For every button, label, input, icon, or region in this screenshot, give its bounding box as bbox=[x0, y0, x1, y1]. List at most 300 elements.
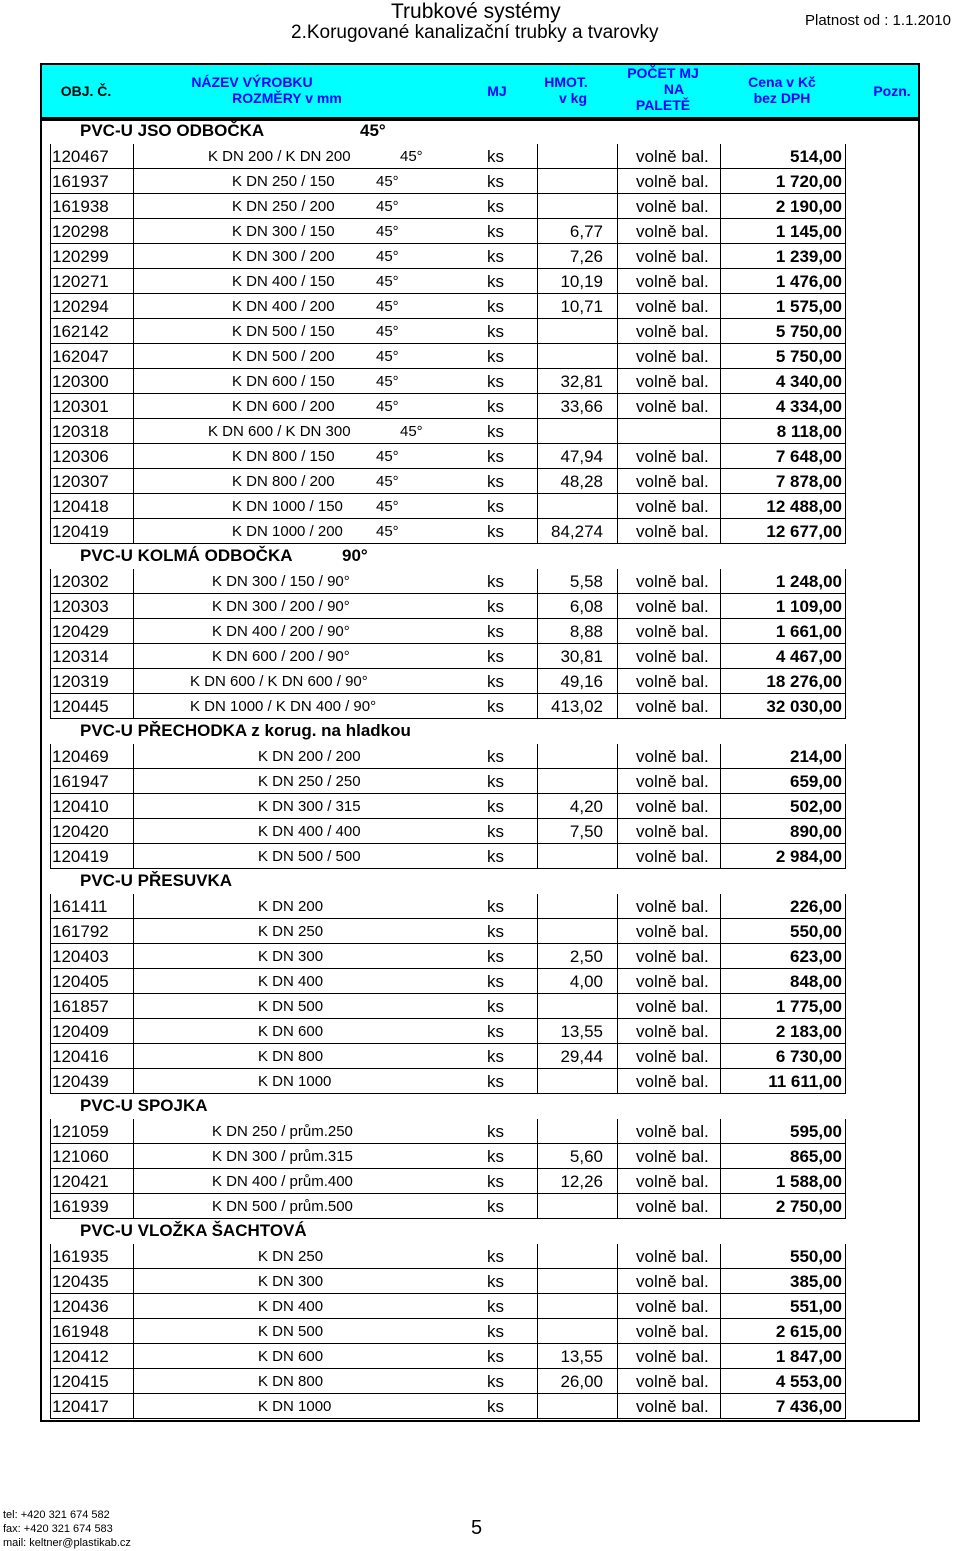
cell-divider bbox=[537, 744, 538, 769]
cell-divider bbox=[133, 744, 134, 769]
cell-weight: 7,26 bbox=[569, 247, 603, 266]
cell-code: 161411 bbox=[52, 897, 108, 916]
cell-code: 120416 bbox=[52, 1047, 109, 1066]
cell-divider bbox=[845, 369, 846, 394]
cell-divider bbox=[133, 919, 134, 944]
cell-divider bbox=[845, 1344, 846, 1369]
section-header bbox=[40, 119, 920, 144]
cell-divider bbox=[50, 144, 51, 169]
table-row bbox=[40, 394, 920, 419]
cell-divider bbox=[537, 594, 538, 619]
cell-mj: ks bbox=[487, 897, 504, 916]
cell-divider bbox=[720, 1344, 721, 1369]
cell-divider bbox=[537, 1169, 538, 1194]
table-row bbox=[40, 819, 920, 844]
cell-mj: ks bbox=[487, 422, 504, 441]
cell-weight: 413,02 bbox=[551, 697, 603, 716]
cell-angle: 45° bbox=[376, 248, 399, 265]
cell-divider bbox=[133, 1394, 134, 1419]
cell-divider bbox=[845, 844, 846, 869]
cell-angle: 45° bbox=[376, 498, 399, 515]
cell-pallet: volně bal. bbox=[636, 347, 709, 366]
cell-divider bbox=[537, 294, 538, 319]
cell-divider bbox=[617, 1144, 618, 1169]
cell-divider bbox=[720, 769, 721, 794]
table-row bbox=[40, 344, 920, 369]
cell-name: K DN 400 / 200 / 90° bbox=[212, 623, 350, 640]
cell-price: 2 984,00 bbox=[775, 847, 842, 866]
cell-divider bbox=[133, 1344, 134, 1369]
table-row bbox=[40, 494, 920, 519]
cell-divider bbox=[720, 969, 721, 994]
cell-divider bbox=[133, 319, 134, 344]
cell-divider bbox=[50, 269, 51, 294]
cell-divider bbox=[537, 1394, 538, 1419]
cell-weight: 48,28 bbox=[560, 472, 603, 491]
table-row bbox=[40, 219, 920, 244]
cell-divider bbox=[617, 394, 618, 419]
cell-weight: 33,66 bbox=[560, 397, 603, 416]
cell-price: 11 611,00 bbox=[768, 1072, 842, 1091]
cell-divider bbox=[50, 1144, 51, 1169]
cell-divider bbox=[720, 1069, 721, 1094]
table-row bbox=[40, 294, 920, 319]
table-row bbox=[40, 1344, 920, 1369]
cell-name: K DN 1000 / 150 bbox=[232, 498, 343, 515]
section-title: PVC-U PŘESUVKA bbox=[80, 871, 233, 890]
cell-mj: ks bbox=[487, 472, 504, 491]
col-weight-line2: v kg bbox=[558, 90, 587, 106]
cell-divider bbox=[845, 194, 846, 219]
cell-mj: ks bbox=[487, 847, 504, 866]
cell-price: 848,00 bbox=[790, 972, 842, 991]
cell-pallet: volně bal. bbox=[636, 522, 709, 541]
cell-pallet: volně bal. bbox=[636, 622, 709, 641]
cell-divider bbox=[845, 794, 846, 819]
cell-divider bbox=[720, 669, 721, 694]
cell-divider bbox=[133, 1194, 134, 1219]
cell-divider bbox=[720, 469, 721, 494]
cell-divider bbox=[50, 1319, 51, 1344]
cell-divider bbox=[537, 1369, 538, 1394]
cell-weight: 26,00 bbox=[560, 1372, 603, 1391]
cell-divider bbox=[537, 344, 538, 369]
cell-mj: ks bbox=[487, 622, 504, 641]
contact-footer bbox=[3, 1508, 131, 1550]
cell-divider bbox=[845, 619, 846, 644]
cell-code: 120412 bbox=[52, 1347, 109, 1366]
cell-divider bbox=[845, 644, 846, 669]
cell-pallet: volně bal. bbox=[636, 1147, 709, 1166]
cell-weight: 6,77 bbox=[569, 222, 603, 241]
table-row bbox=[40, 469, 920, 494]
cell-price: 12 488,00 bbox=[766, 497, 842, 516]
section-header bbox=[40, 544, 920, 569]
cell-divider bbox=[720, 1144, 721, 1169]
cell-angle: 45° bbox=[376, 448, 399, 465]
cell-mj: ks bbox=[487, 1197, 504, 1216]
cell-divider bbox=[720, 269, 721, 294]
cell-divider bbox=[133, 294, 134, 319]
cell-divider bbox=[845, 694, 846, 719]
cell-code: 120419 bbox=[52, 847, 109, 866]
cell-divider bbox=[617, 1294, 618, 1319]
cell-divider bbox=[617, 1044, 618, 1069]
cell-name: K DN 250 / 200 bbox=[232, 198, 335, 215]
cell-price: 1 476,00 bbox=[775, 272, 842, 291]
col-price bbox=[732, 74, 832, 106]
cell-divider bbox=[617, 219, 618, 244]
cell-code: 120403 bbox=[52, 947, 109, 966]
cell-mj: ks bbox=[487, 397, 504, 416]
cell-divider bbox=[133, 894, 134, 919]
cell-divider bbox=[537, 1069, 538, 1094]
cell-name: K DN 400 / 400 bbox=[258, 823, 361, 840]
cell-pallet: volně bal. bbox=[636, 1197, 709, 1216]
table-row bbox=[40, 944, 920, 969]
cell-divider bbox=[50, 844, 51, 869]
cell-pallet: volně bal. bbox=[636, 272, 709, 291]
cell-pallet: volně bal. bbox=[636, 947, 709, 966]
cell-pallet: volně bal. bbox=[636, 222, 709, 241]
cell-divider bbox=[537, 894, 538, 919]
cell-divider bbox=[537, 169, 538, 194]
cell-name: K DN 800 / 200 bbox=[232, 473, 335, 490]
cell-divider bbox=[537, 244, 538, 269]
cell-divider bbox=[537, 469, 538, 494]
cell-divider bbox=[133, 169, 134, 194]
cell-divider bbox=[133, 769, 134, 794]
cell-code: 120319 bbox=[52, 672, 109, 691]
cell-code: 120318 bbox=[52, 422, 109, 441]
cell-divider bbox=[720, 919, 721, 944]
cell-price: 12 677,00 bbox=[766, 522, 842, 541]
cell-divider bbox=[50, 594, 51, 619]
cell-divider bbox=[50, 394, 51, 419]
cell-divider bbox=[50, 894, 51, 919]
cell-divider bbox=[720, 844, 721, 869]
cell-divider bbox=[133, 619, 134, 644]
cell-divider bbox=[133, 219, 134, 244]
col-price-line1: Cena v Kč bbox=[748, 74, 816, 90]
col-weight-line1: HMOT. bbox=[544, 74, 588, 90]
cell-mj: ks bbox=[487, 1272, 504, 1291]
cell-divider bbox=[845, 1044, 846, 1069]
footer-tel: tel: +420 321 674 582 bbox=[3, 1509, 110, 1521]
cell-price: 550,00 bbox=[790, 1247, 842, 1266]
cell-divider bbox=[50, 294, 51, 319]
cell-divider bbox=[720, 594, 721, 619]
section-title: PVC-U PŘECHODKA z korug. na hladkou bbox=[80, 721, 411, 740]
cell-divider bbox=[720, 994, 721, 1019]
cell-weight: 2,50 bbox=[569, 947, 603, 966]
cell-price: 2 190,00 bbox=[775, 197, 842, 216]
cell-divider bbox=[537, 1244, 538, 1269]
row-divider bbox=[50, 1418, 845, 1419]
cell-pallet: volně bal. bbox=[636, 647, 709, 666]
cell-divider bbox=[617, 319, 618, 344]
cell-divider bbox=[617, 644, 618, 669]
cell-divider bbox=[133, 1119, 134, 1144]
cell-divider bbox=[537, 1269, 538, 1294]
cell-divider bbox=[537, 969, 538, 994]
cell-weight: 13,55 bbox=[560, 1022, 603, 1041]
cell-divider bbox=[617, 1244, 618, 1269]
cell-mj: ks bbox=[487, 1297, 504, 1316]
cell-divider bbox=[537, 619, 538, 644]
cell-code: 120302 bbox=[52, 572, 109, 591]
cell-divider bbox=[617, 1169, 618, 1194]
cell-code: 120417 bbox=[52, 1397, 109, 1416]
cell-name: K DN 300 bbox=[258, 948, 324, 965]
cell-weight: 13,55 bbox=[560, 1347, 603, 1366]
cell-name: K DN 300 / 315 bbox=[258, 798, 361, 815]
cell-code: 161947 bbox=[52, 772, 109, 791]
cell-mj: ks bbox=[487, 1322, 504, 1341]
table-row bbox=[40, 1069, 920, 1094]
cell-mj: ks bbox=[487, 822, 504, 841]
cell-mj: ks bbox=[487, 347, 504, 366]
cell-code: 120294 bbox=[52, 297, 109, 316]
cell-code: 120467 bbox=[52, 147, 109, 166]
section-header bbox=[40, 1094, 920, 1119]
cell-divider bbox=[720, 519, 721, 544]
cell-angle: 45° bbox=[376, 523, 399, 540]
cell-weight: 12,26 bbox=[560, 1172, 603, 1191]
cell-divider bbox=[720, 1269, 721, 1294]
cell-name: K DN 600 bbox=[258, 1348, 324, 1365]
cell-divider bbox=[133, 969, 134, 994]
cell-divider bbox=[617, 619, 618, 644]
cell-pallet: volně bal. bbox=[636, 172, 709, 191]
cell-mj: ks bbox=[487, 672, 504, 691]
cell-price: 1 575,00 bbox=[775, 297, 842, 316]
cell-name: K DN 800 / 150 bbox=[232, 448, 335, 465]
section-angle: 45° bbox=[360, 121, 386, 140]
cell-divider bbox=[537, 444, 538, 469]
cell-mj: ks bbox=[487, 597, 504, 616]
cell-mj: ks bbox=[487, 1347, 504, 1366]
cell-divider bbox=[537, 769, 538, 794]
cell-name: K DN 800 bbox=[258, 1373, 324, 1390]
footer-mail: mail: keltner@plastikab.cz bbox=[3, 1537, 131, 1549]
cell-weight: 29,44 bbox=[560, 1047, 603, 1066]
document-title: Trubkové systémy bbox=[391, 0, 561, 23]
cell-divider bbox=[50, 1294, 51, 1319]
cell-pallet: volně bal. bbox=[636, 972, 709, 991]
cell-divider bbox=[720, 644, 721, 669]
table-row bbox=[40, 144, 920, 169]
cell-divider bbox=[617, 944, 618, 969]
cell-divider bbox=[617, 169, 618, 194]
col-mj: MJ bbox=[487, 83, 507, 99]
cell-divider bbox=[720, 819, 721, 844]
cell-pallet: volně bal. bbox=[636, 572, 709, 591]
cell-code: 120429 bbox=[52, 622, 109, 641]
cell-code: 120410 bbox=[52, 797, 109, 816]
cell-divider bbox=[133, 394, 134, 419]
cell-divider bbox=[133, 644, 134, 669]
cell-name: K DN 600 / K DN 600 / 90° bbox=[190, 673, 368, 690]
cell-name: K DN 500 / 500 bbox=[258, 848, 361, 865]
cell-price: 1 109,00 bbox=[775, 597, 842, 616]
cell-code: 161948 bbox=[52, 1322, 109, 1341]
cell-divider bbox=[845, 1269, 846, 1294]
cell-divider bbox=[617, 1069, 618, 1094]
cell-divider bbox=[50, 619, 51, 644]
cell-divider bbox=[617, 344, 618, 369]
cell-pallet: volně bal. bbox=[636, 1072, 709, 1091]
cell-divider bbox=[133, 819, 134, 844]
cell-divider bbox=[133, 519, 134, 544]
cell-divider bbox=[720, 219, 721, 244]
cell-divider bbox=[133, 694, 134, 719]
cell-divider bbox=[617, 844, 618, 869]
cell-divider bbox=[617, 594, 618, 619]
cell-divider bbox=[845, 519, 846, 544]
cell-divider bbox=[845, 669, 846, 694]
cell-pallet: volně bal. bbox=[636, 672, 709, 691]
cell-angle: 45° bbox=[376, 198, 399, 215]
cell-pallet: volně bal. bbox=[636, 197, 709, 216]
cell-divider bbox=[133, 594, 134, 619]
cell-price: 214,00 bbox=[790, 747, 842, 766]
cell-code: 161857 bbox=[52, 997, 109, 1016]
cell-divider bbox=[845, 944, 846, 969]
cell-weight: 6,08 bbox=[569, 597, 603, 616]
cell-name: K DN 800 bbox=[258, 1048, 324, 1065]
cell-divider bbox=[50, 794, 51, 819]
table-row bbox=[40, 669, 920, 694]
cell-divider bbox=[50, 744, 51, 769]
cell-divider bbox=[133, 1044, 134, 1069]
cell-divider bbox=[845, 594, 846, 619]
cell-divider bbox=[537, 1044, 538, 1069]
cell-divider bbox=[50, 1044, 51, 1069]
cell-divider bbox=[617, 419, 618, 444]
cell-code: 121060 bbox=[52, 1147, 109, 1166]
cell-divider bbox=[720, 794, 721, 819]
table-row bbox=[40, 1294, 920, 1319]
cell-price: 8 118,00 bbox=[776, 422, 842, 441]
cell-code: 162142 bbox=[52, 322, 109, 341]
cell-mj: ks bbox=[487, 647, 504, 666]
cell-divider bbox=[133, 194, 134, 219]
cell-divider bbox=[845, 1119, 846, 1144]
cell-divider bbox=[845, 1069, 846, 1094]
table-row bbox=[40, 694, 920, 719]
cell-price: 514,00 bbox=[790, 147, 842, 166]
cell-divider bbox=[845, 144, 846, 169]
cell-divider bbox=[537, 1344, 538, 1369]
cell-price: 659,00 bbox=[790, 772, 842, 791]
cell-mj: ks bbox=[487, 997, 504, 1016]
cell-divider bbox=[133, 1069, 134, 1094]
cell-price: 2 615,00 bbox=[775, 1322, 842, 1341]
cell-divider bbox=[133, 344, 134, 369]
cell-pallet: volně bal. bbox=[636, 847, 709, 866]
cell-mj: ks bbox=[487, 1247, 504, 1266]
cell-price: 7 648,00 bbox=[775, 447, 842, 466]
cell-divider bbox=[845, 1169, 846, 1194]
cell-code: 161939 bbox=[52, 1197, 109, 1216]
cell-mj: ks bbox=[487, 972, 504, 991]
cell-divider bbox=[617, 444, 618, 469]
cell-divider bbox=[617, 194, 618, 219]
cell-divider bbox=[133, 269, 134, 294]
cell-mj: ks bbox=[487, 772, 504, 791]
cell-mj: ks bbox=[487, 1072, 504, 1091]
cell-divider bbox=[617, 994, 618, 1019]
cell-mj: ks bbox=[487, 1047, 504, 1066]
cell-divider bbox=[617, 894, 618, 919]
cell-divider bbox=[50, 769, 51, 794]
cell-price: 5 750,00 bbox=[775, 322, 842, 341]
cell-divider bbox=[845, 1019, 846, 1044]
cell-code: 120300 bbox=[52, 372, 109, 391]
cell-divider bbox=[537, 919, 538, 944]
cell-code: 120301 bbox=[52, 397, 109, 416]
section-angle: 90° bbox=[342, 546, 368, 565]
cell-divider bbox=[537, 819, 538, 844]
section-header bbox=[40, 719, 920, 744]
cell-divider bbox=[133, 1144, 134, 1169]
cell-price: 6 730,00 bbox=[775, 1047, 842, 1066]
cell-divider bbox=[133, 844, 134, 869]
cell-divider bbox=[133, 994, 134, 1019]
table-row bbox=[40, 444, 920, 469]
cell-angle: 45° bbox=[376, 348, 399, 365]
cell-weight: 4,00 bbox=[569, 972, 603, 991]
cell-divider bbox=[50, 1394, 51, 1419]
cell-divider bbox=[720, 394, 721, 419]
cell-divider bbox=[537, 519, 538, 544]
section-title: PVC-U KOLMÁ ODBOČKA bbox=[80, 546, 293, 565]
cell-divider bbox=[845, 1394, 846, 1419]
page-number: 5 bbox=[471, 1517, 483, 1539]
cell-divider bbox=[133, 369, 134, 394]
cell-divider bbox=[617, 494, 618, 519]
cell-pallet: volně bal. bbox=[636, 822, 709, 841]
col-name-line2: ROZMĚRY v mm bbox=[232, 90, 342, 106]
cell-divider bbox=[50, 644, 51, 669]
cell-divider bbox=[133, 569, 134, 594]
cell-divider bbox=[845, 344, 846, 369]
cell-code: 120439 bbox=[52, 1072, 109, 1091]
cell-divider bbox=[50, 694, 51, 719]
cell-divider bbox=[133, 1294, 134, 1319]
cell-weight: 8,88 bbox=[569, 622, 603, 641]
cell-pallet: volně bal. bbox=[636, 747, 709, 766]
cell-weight: 84,274 bbox=[551, 522, 603, 541]
cell-code: 161792 bbox=[52, 922, 109, 941]
cell-divider bbox=[537, 994, 538, 1019]
table-row bbox=[40, 1394, 920, 1419]
cell-name: K DN 1000 bbox=[258, 1398, 332, 1415]
cell-weight: 32,81 bbox=[560, 372, 603, 391]
cell-price: 890,00 bbox=[790, 822, 842, 841]
table-row bbox=[40, 1019, 920, 1044]
table-row bbox=[40, 1319, 920, 1344]
cell-price: 4 340,00 bbox=[775, 372, 842, 391]
cell-name: K DN 300 / 150 / 90° bbox=[212, 573, 350, 590]
table-row bbox=[40, 1119, 920, 1144]
cell-divider bbox=[50, 669, 51, 694]
cell-code: 120271 bbox=[52, 272, 109, 291]
cell-name: K DN 250 / 250 bbox=[258, 773, 361, 790]
cell-divider bbox=[720, 1244, 721, 1269]
table-row bbox=[40, 1169, 920, 1194]
